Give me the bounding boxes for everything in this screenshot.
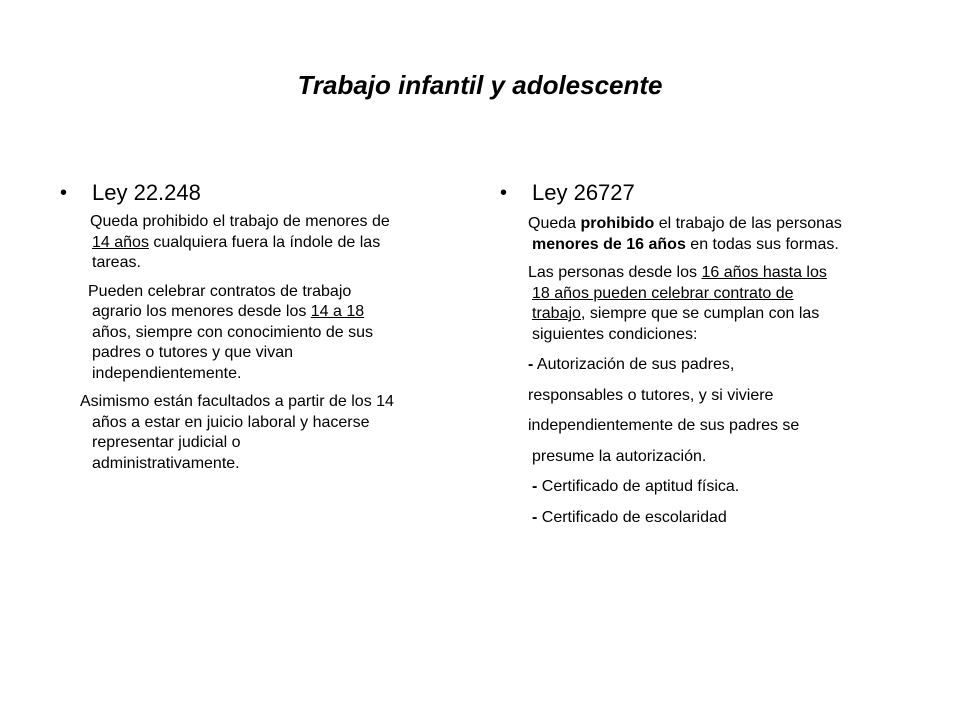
left-p1-line1: Queda prohibido el trabajo de menores de: [90, 213, 390, 230]
bullet-icon: •: [60, 182, 68, 204]
right-c2-text: Certificado de aptitud física.: [537, 478, 740, 495]
right-condition-2: [500, 477, 910, 498]
right-c1-line2: responsables o tutores, y si viviere: [528, 386, 774, 404]
left-column: [60, 178, 480, 474]
left-p2-line4: padres o tutores y que vivan: [92, 344, 294, 361]
left-p2-line5: independientemente.: [92, 364, 242, 382]
right-p2-line1: [528, 263, 910, 284]
left-p3-line2: años a estar en juicio laboral y hacerse: [92, 413, 370, 431]
right-p2-underlined-1: 16 años hasta los: [701, 264, 827, 281]
left-p1-line2: [92, 233, 480, 254]
left-paragraph-1: [60, 212, 480, 274]
right-column: [500, 178, 910, 528]
right-condition-1: [500, 355, 910, 467]
left-p1-underlined: 14 años: [92, 233, 149, 251]
right-c1-line1: [528, 355, 910, 376]
right-c1-line1-text: Autorización de sus padres,: [533, 356, 735, 373]
right-p1-line1-pre: Queda: [528, 215, 581, 232]
right-p2-line2: [532, 284, 910, 305]
left-p2-line2-pre: agrario los menores desde los: [92, 303, 311, 320]
left-p3-line4: administrativamente.: [92, 454, 240, 472]
right-paragraph-2: [500, 263, 910, 345]
left-p2-line1: Pueden celebrar contratos de trabajo: [88, 282, 352, 300]
dash-icon: -: [528, 356, 534, 373]
right-condition-3: [500, 508, 910, 529]
left-p1-line3: tareas.: [92, 254, 141, 271]
right-p1-line1: [528, 214, 910, 235]
dash-icon: -: [532, 508, 538, 526]
left-p2-line3: años, siempre con conocimiento de sus: [92, 323, 374, 341]
right-p1-line2: [532, 235, 910, 256]
left-paragraph-2: [60, 282, 480, 385]
left-p1-line2-rest: cualquiera fuera la índole de las: [148, 233, 381, 251]
right-p1-line2-rest: en todas sus formas.: [685, 235, 839, 253]
left-p2-underlined: 14 a 18: [310, 303, 365, 320]
right-c1-line4: presume la autorización.: [532, 447, 707, 465]
right-p1-line1-rest: el trabajo de las personas: [654, 215, 842, 232]
left-paragraph-3: [60, 392, 480, 474]
right-paragraph-1: [500, 214, 910, 255]
right-p1-bold-2: menores de 16 años: [532, 235, 686, 253]
right-p2-underlined-3: trabajo: [532, 305, 581, 322]
left-p3-line1: Asimismo están facultados a partir de los 14: [80, 393, 394, 410]
left-p3-line3: representar judicial o: [92, 434, 241, 451]
right-p2-underlined-2: 18 años pueden celebrar contrato de: [532, 284, 794, 302]
right-p2-line1-pre: Las personas desde los: [528, 264, 702, 281]
left-heading-text: Ley 22.248: [92, 180, 201, 205]
right-c3-text: Certificado de escolaridad: [537, 508, 727, 526]
dash-icon: -: [532, 478, 538, 495]
left-p2-line2: [92, 302, 480, 323]
left-heading: [60, 178, 480, 208]
right-p2-line3-rest: , siempre que se cumplan con las: [580, 305, 820, 322]
bullet-icon: •: [500, 182, 508, 204]
right-p1-bold: prohibido: [580, 215, 655, 232]
right-p2-line3: [532, 304, 910, 325]
right-p2-line4: siguientes condiciones:: [532, 325, 698, 343]
right-heading: [500, 178, 910, 208]
slide-title: Trabajo infantil y adolescente: [297, 70, 663, 100]
right-heading-text: Ley 26727: [532, 180, 635, 205]
right-c1-line3: independientemente de sus padres se: [528, 417, 800, 434]
